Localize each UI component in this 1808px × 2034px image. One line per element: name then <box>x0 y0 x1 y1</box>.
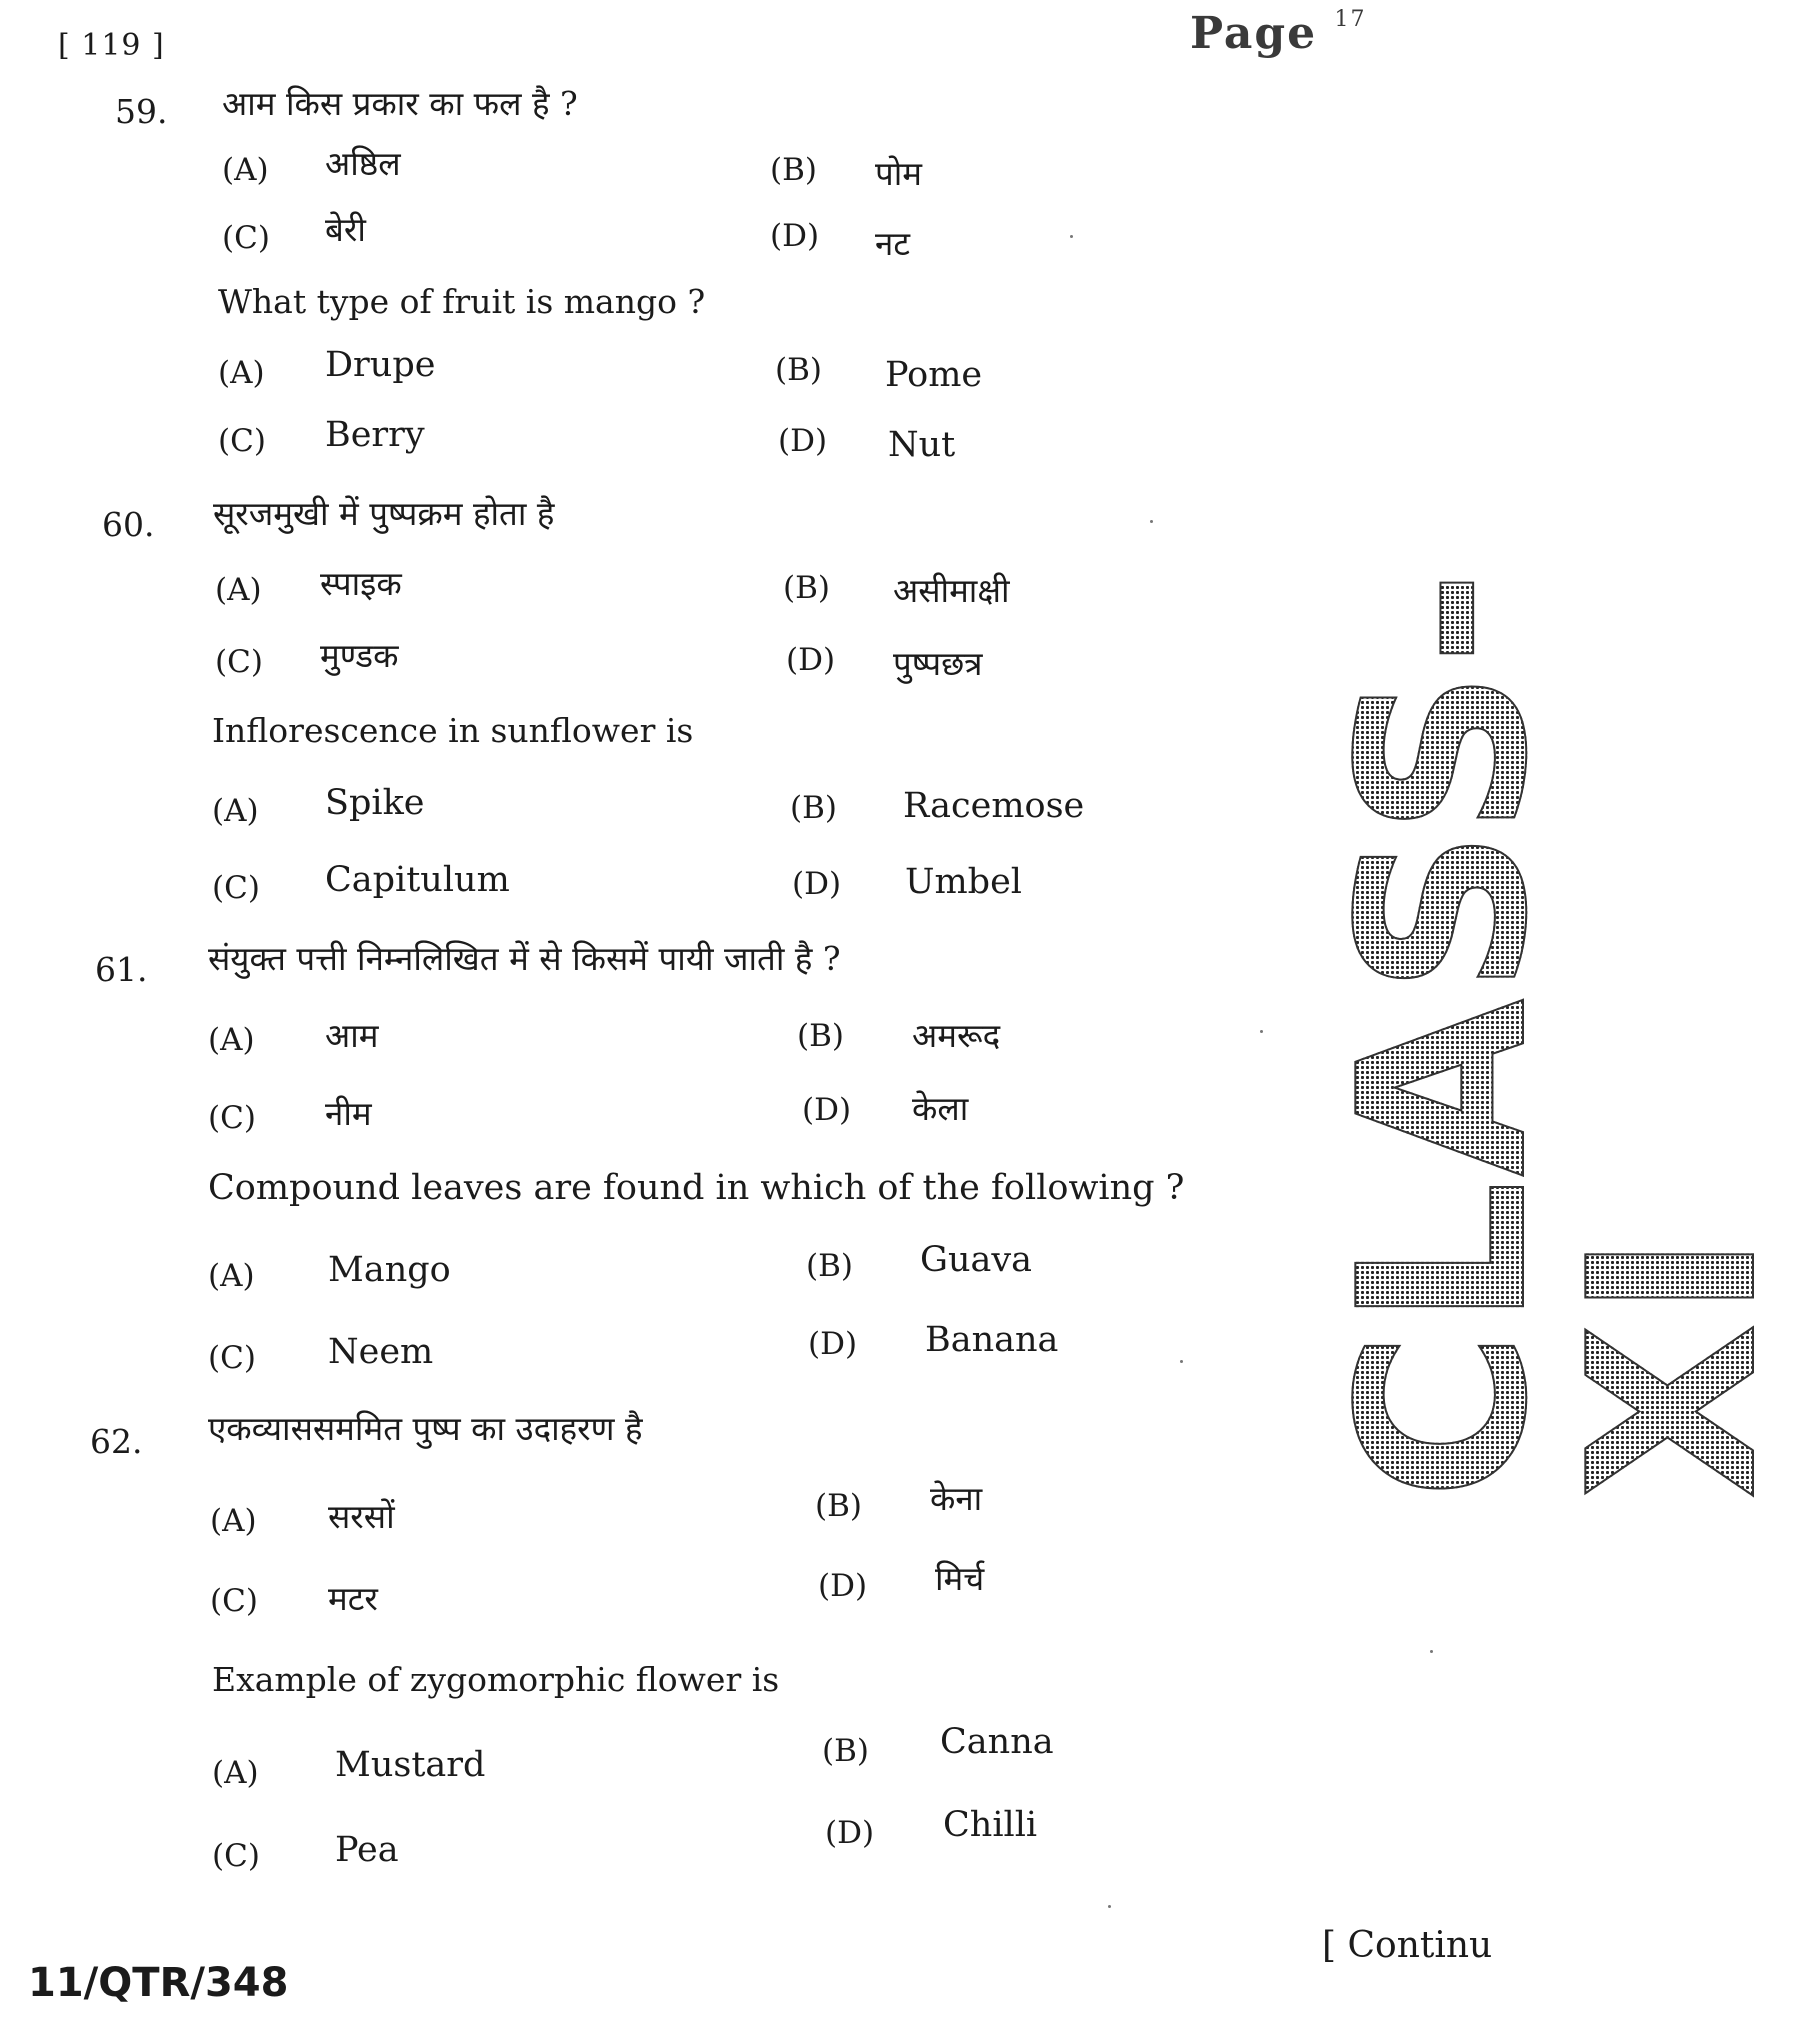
class-watermark: CLASS-XI <box>1311 566 1808 1500</box>
option-text: आम <box>325 1016 379 1055</box>
option-text: Nut <box>888 425 956 465</box>
option-letter: (C) <box>210 1583 258 1619</box>
option-text: Drupe <box>325 345 436 385</box>
option-letter: (D) <box>808 1326 858 1362</box>
option-letter: (B) <box>797 1018 844 1054</box>
question-number: 59. <box>115 92 168 131</box>
english-question: Example of zygomorphic flower is <box>212 1660 780 1699</box>
continue-note: [ Continu <box>1322 1925 1493 1966</box>
option-text: Mustard <box>335 1745 486 1785</box>
option-text: मुण्डक <box>320 636 399 675</box>
option-letter: (B) <box>806 1248 853 1284</box>
english-question: Inflorescence in sunflower is <box>212 711 694 750</box>
option-text: Banana <box>925 1320 1059 1360</box>
option-text: पुष्पछत्र <box>893 644 983 683</box>
option-letter: (A) <box>222 152 269 188</box>
option-letter: (D) <box>802 1092 852 1128</box>
hindi-question: संयुक्त पत्ती निम्नलिखित में से किसमें पायी जाती है ? <box>208 939 841 978</box>
scan-speck <box>1150 520 1153 523</box>
option-letter: (C) <box>215 644 263 680</box>
scan-speck <box>1430 1650 1433 1653</box>
question-number: 60. <box>102 505 155 544</box>
english-question: Compound leaves are found in which of the following ? <box>208 1168 1185 1208</box>
option-letter: (C) <box>208 1340 256 1376</box>
option-letter: (D) <box>818 1568 868 1604</box>
option-text: नट <box>875 224 910 263</box>
option-text: Chilli <box>943 1805 1038 1845</box>
option-text: Mango <box>328 1250 451 1290</box>
option-text: Capitulum <box>325 860 510 900</box>
question-number: 62. <box>90 1422 143 1461</box>
page-label-number: 17 <box>1334 7 1367 33</box>
option-text: Berry <box>325 415 425 455</box>
option-text: केना <box>930 1479 983 1518</box>
option-letter: (C) <box>218 423 266 459</box>
option-text: पोम <box>875 154 923 193</box>
option-letter: (A) <box>218 355 265 391</box>
option-text: मटर <box>328 1579 378 1618</box>
option-letter: (B) <box>775 352 822 388</box>
option-letter: (D) <box>825 1815 875 1851</box>
hindi-question: एकव्याससममित पुष्प का उदाहरण है <box>208 1409 643 1448</box>
option-text: Racemose <box>903 786 1085 826</box>
page-label <box>1190 8 1367 59</box>
question-number: 61. <box>95 950 148 989</box>
paper-code: 11/QTR/348 <box>28 1960 289 2006</box>
option-letter: (B) <box>815 1488 862 1524</box>
option-letter: (A) <box>212 793 259 829</box>
option-letter: (D) <box>792 866 842 902</box>
option-letter: (A) <box>210 1503 257 1539</box>
option-letter: (C) <box>212 870 260 906</box>
option-letter: (A) <box>212 1755 259 1791</box>
scan-speck <box>1260 1030 1263 1033</box>
option-text: नीम <box>325 1094 372 1133</box>
option-text: अष्ठिल <box>325 144 401 183</box>
option-text: सरसों <box>328 1497 395 1536</box>
option-text: अमरूद <box>912 1016 1001 1055</box>
option-text: Guava <box>920 1240 1033 1280</box>
option-letter: (B) <box>790 790 837 826</box>
option-text: बेरी <box>325 210 366 249</box>
option-text: Spike <box>325 783 425 823</box>
scan-speck <box>1108 1905 1111 1908</box>
option-text: Neem <box>328 1332 434 1372</box>
option-text: मिर्च <box>935 1559 985 1598</box>
option-text: स्पाइक <box>320 564 402 603</box>
option-text: असीमाक्षी <box>893 571 1010 610</box>
hindi-question: आम किस प्रकार का फल है ? <box>222 84 578 123</box>
scan-speck <box>1070 235 1073 238</box>
option-letter: (B) <box>770 152 817 188</box>
option-letter: (C) <box>208 1100 256 1136</box>
option-letter: (D) <box>786 642 836 678</box>
option-text: Pome <box>885 355 983 395</box>
scan-speck <box>1180 1360 1183 1363</box>
page-label-text: Page <box>1190 8 1318 59</box>
option-letter: (B) <box>822 1733 869 1769</box>
english-question: What type of fruit is mango ? <box>218 282 706 321</box>
option-text: Canna <box>940 1722 1054 1762</box>
option-text: Umbel <box>905 862 1022 902</box>
option-letter: (A) <box>208 1258 255 1294</box>
option-text: Pea <box>335 1830 399 1870</box>
option-letter: (D) <box>770 218 820 254</box>
option-letter: (C) <box>212 1838 260 1874</box>
option-letter: (A) <box>208 1022 255 1058</box>
hindi-question: सूरजमुखी में पुष्पक्रम होता है <box>213 494 555 533</box>
option-letter: (D) <box>778 423 828 459</box>
option-letter: (A) <box>215 572 262 608</box>
option-letter: (C) <box>222 220 270 256</box>
option-text: केला <box>912 1089 969 1128</box>
page-number: [ 119 ] <box>58 28 165 63</box>
option-letter: (B) <box>783 570 830 606</box>
